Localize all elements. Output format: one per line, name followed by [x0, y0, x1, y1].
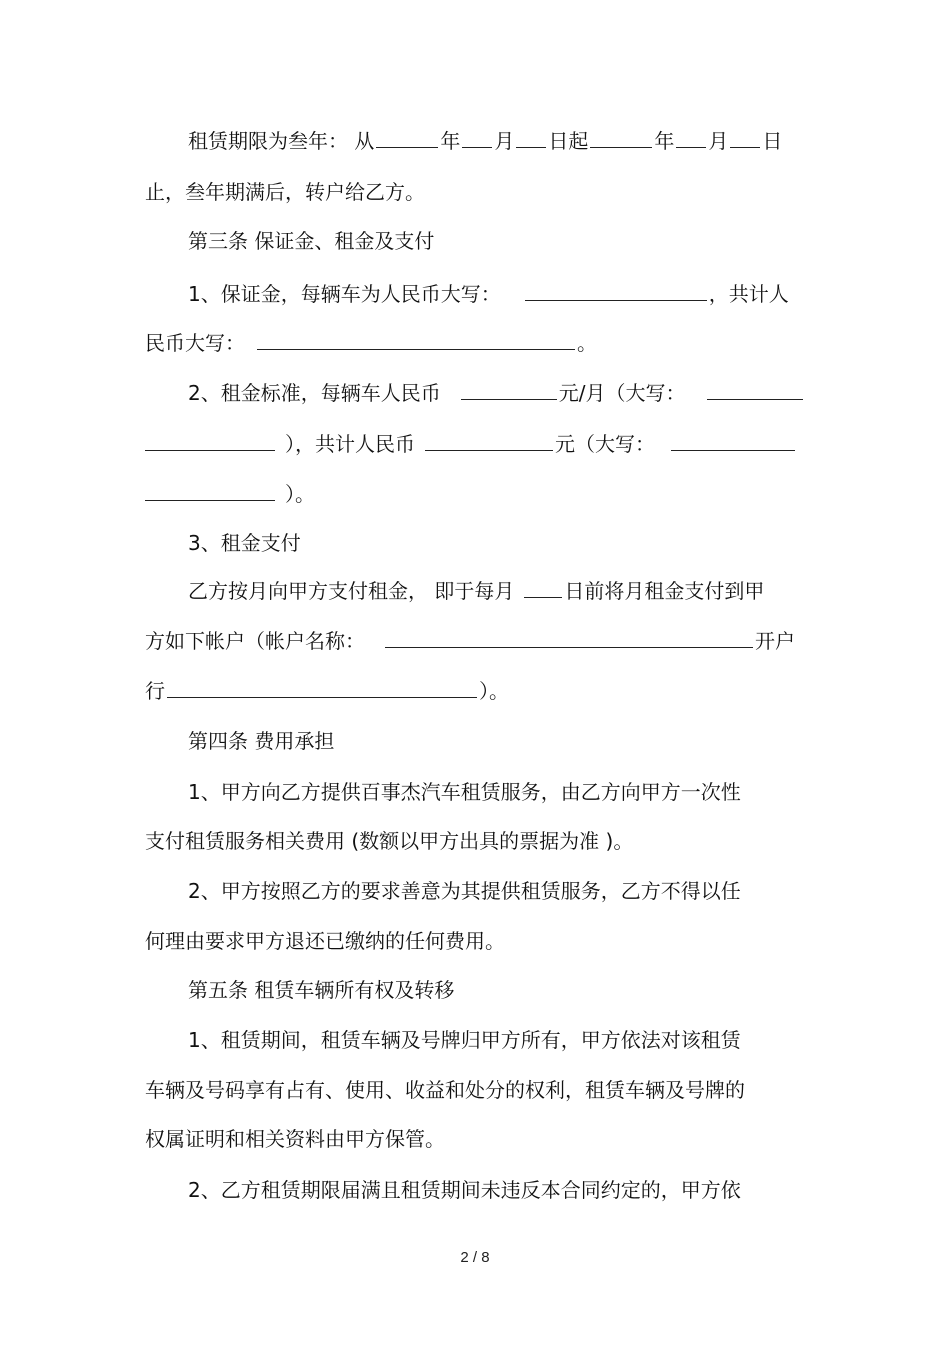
- deposit-line: [188, 279, 789, 309]
- text-fragment: ），共计人民币: [285, 432, 415, 456]
- bank-line: [145, 676, 509, 706]
- rent-close-line: [145, 479, 315, 509]
- lease-term-line: [188, 126, 782, 156]
- text-fragment: ，共计人: [708, 282, 789, 306]
- blank-field: [425, 430, 553, 451]
- paragraph-line: 车辆及号码享有占有、使用、收益和处分的权利，租赁车辆及号牌的: [145, 1078, 745, 1102]
- text-fragment: ）。: [479, 679, 509, 703]
- blank-field: [707, 379, 803, 400]
- text-fragment: 年: [440, 129, 461, 153]
- paragraph-line: 1、甲方向乙方提供百事杰汽车租赁服务，由乙方向甲方一次性: [188, 780, 741, 804]
- blank-field: [516, 127, 546, 148]
- text-fragment: 。: [577, 331, 597, 355]
- text-fragment: 2、租金标准，每辆车人民币: [188, 381, 441, 405]
- text-fragment: 1、保证金，每辆车为人民币大写：: [188, 282, 501, 306]
- blank-field: [676, 127, 706, 148]
- blank-field: [461, 379, 557, 400]
- text-fragment: 日: [762, 129, 783, 153]
- text-fragment: 租赁期限为叁年： 从: [188, 129, 375, 153]
- blank-field: [525, 280, 707, 301]
- paragraph-line: 1、租赁期间，租赁车辆及号牌归甲方所有，甲方依法对该租赁: [188, 1028, 741, 1052]
- blank-field: [257, 329, 575, 350]
- blank-field: [462, 127, 492, 148]
- rent-payment-heading: 3、租金支付: [188, 531, 301, 555]
- section-heading-3: 第三条 保证金、租金及支付: [188, 229, 435, 253]
- blank-field: [590, 127, 652, 148]
- section-heading-4: 第四条 费用承担: [188, 729, 335, 753]
- account-name-line: [145, 626, 795, 656]
- section-heading-5: 第五条 租赁车辆所有权及转移: [188, 978, 455, 1002]
- text-fragment: 月: [708, 129, 729, 153]
- text-fragment: 民币大写：: [145, 331, 245, 355]
- text-fragment: 方如下帐户（帐户名称：: [145, 629, 365, 653]
- deposit-total-line: [145, 328, 597, 358]
- blank-field: [145, 430, 275, 451]
- paragraph-line: 2、甲方按照乙方的要求善意为其提供租赁服务，乙方不得以任: [188, 879, 741, 903]
- blank-field: [385, 627, 753, 648]
- text-fragment: 开户: [755, 629, 795, 653]
- blank-field: [167, 677, 477, 698]
- blank-field: [671, 430, 795, 451]
- text-fragment: 乙方按月向甲方支付租金， 即于每月: [188, 579, 515, 603]
- paragraph-line: 权属证明和相关资料由甲方保管。: [145, 1127, 445, 1151]
- page-number: 2 / 8: [460, 1249, 490, 1266]
- paragraph-line: 止，叁年期满后，转户给乙方。: [145, 180, 425, 204]
- text-fragment: 元/月（大写：: [558, 381, 686, 405]
- paragraph-line: 何理由要求甲方退还已缴纳的任何费用。: [145, 929, 505, 953]
- text-fragment: 日前将月租金支付到甲: [564, 579, 765, 603]
- text-fragment: ）。: [285, 482, 315, 506]
- paragraph-line: 支付租赁服务相关费用 (数额以甲方出具的票据为准 )。: [145, 829, 634, 853]
- rent-standard-line: [188, 378, 805, 408]
- blank-field: [376, 127, 438, 148]
- payment-schedule-line: [188, 576, 764, 606]
- rent-total-line: [145, 429, 797, 459]
- text-fragment: 年: [654, 129, 675, 153]
- blank-field: [730, 127, 760, 148]
- blank-field: [524, 577, 562, 598]
- blank-field: [145, 480, 275, 501]
- text-fragment: 元（大写：: [555, 432, 655, 456]
- text-fragment: 行: [145, 679, 165, 703]
- text-fragment: 月: [494, 129, 515, 153]
- text-fragment: 日起: [548, 129, 589, 153]
- paragraph-line: 2、乙方租赁期限届满且租赁期间未违反本合同约定的，甲方依: [188, 1178, 741, 1202]
